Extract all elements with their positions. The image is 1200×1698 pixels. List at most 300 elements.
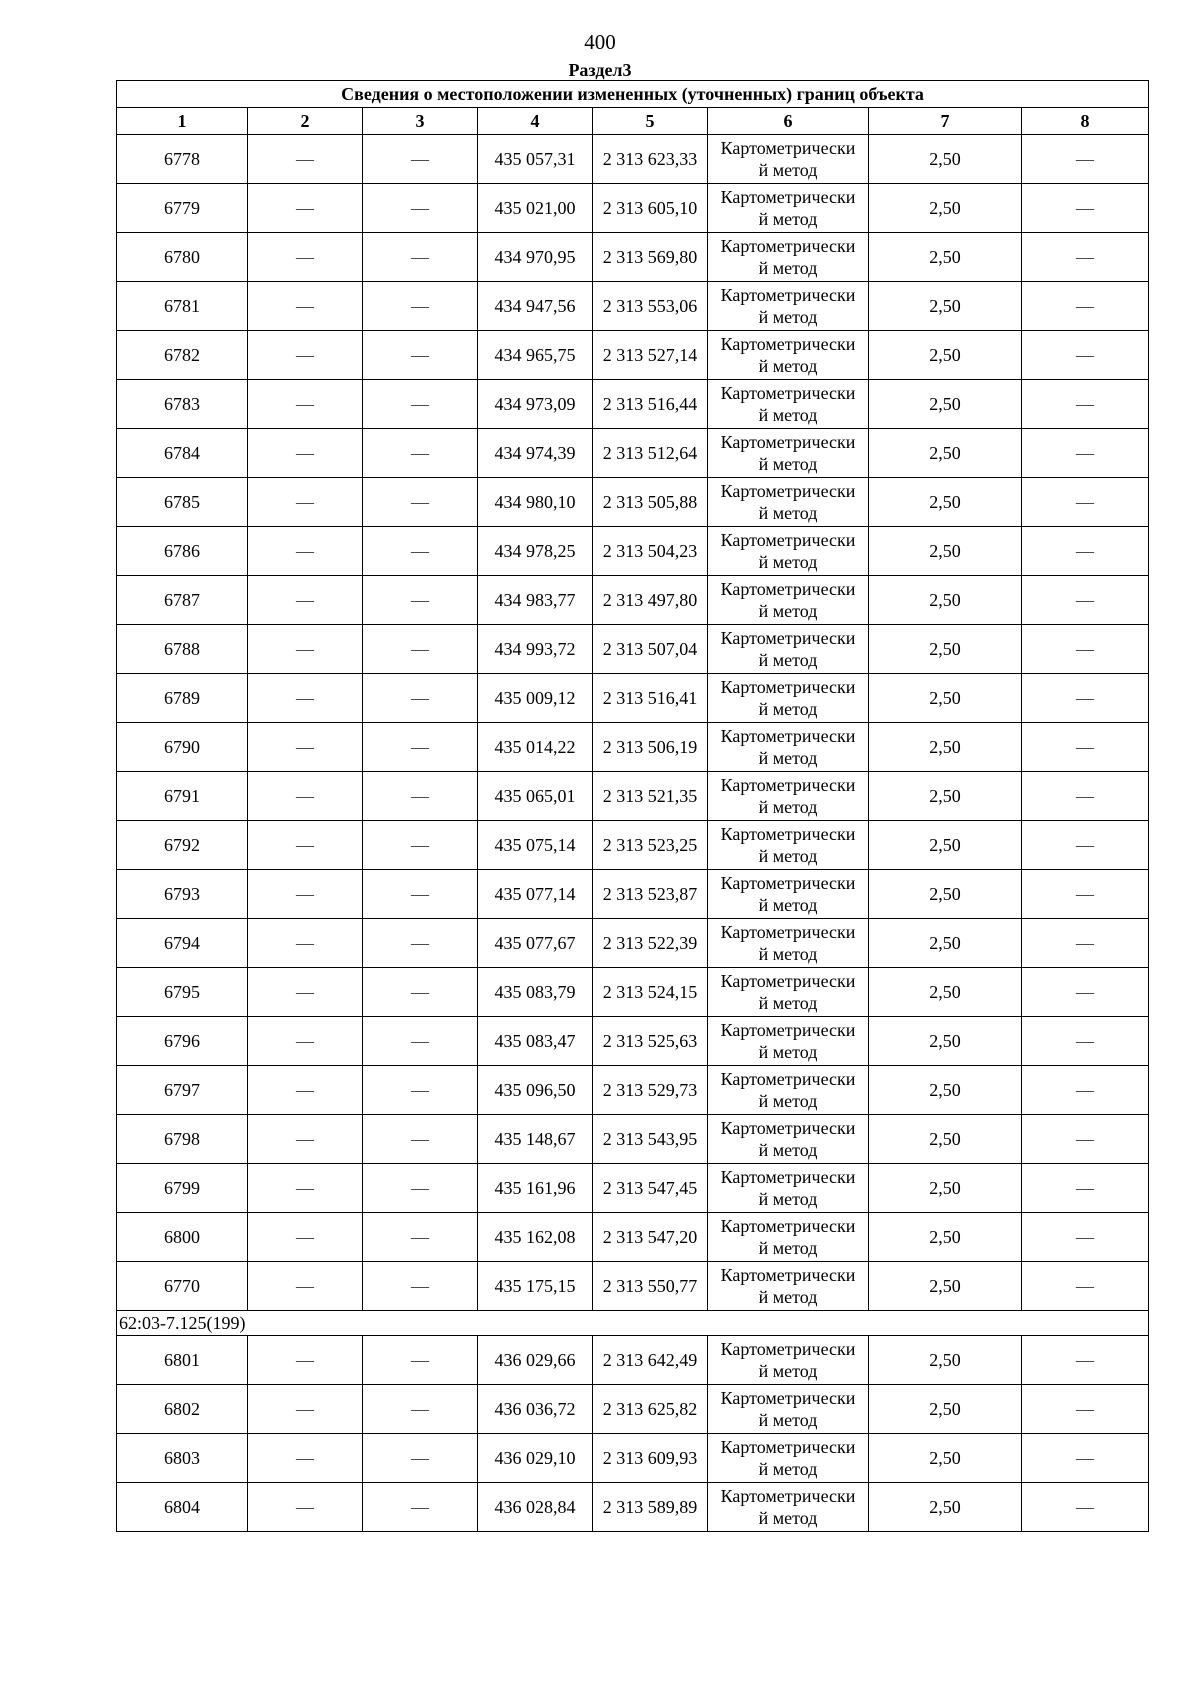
point-id-cell: 6781: [117, 282, 248, 331]
dash-cell: —: [363, 723, 478, 772]
x-coordinate-cell: 434 947,56: [478, 282, 593, 331]
section-label: Раздел3: [568, 60, 632, 80]
method-cell: [708, 723, 869, 772]
method-line: Картометрически: [720, 922, 856, 942]
dash-cell: —: [248, 1164, 363, 1213]
dash-cell: —: [1022, 625, 1149, 674]
dash-cell: —: [248, 1385, 363, 1434]
method-cell: [708, 331, 869, 380]
method-line: Картометрически: [720, 1167, 856, 1187]
method-line: й метод: [758, 748, 818, 768]
y-coordinate-cell: 2 313 609,93: [593, 1434, 708, 1483]
y-coordinate-cell: 2 313 569,80: [593, 233, 708, 282]
column-header: 6: [708, 108, 869, 135]
method-line: й метод: [758, 552, 818, 572]
method-line: Картометрически: [720, 677, 856, 697]
method-line: Картометрически: [720, 726, 856, 746]
method-line: й метод: [758, 797, 818, 817]
y-coordinate-cell: 2 313 505,88: [593, 478, 708, 527]
method-cell: [708, 968, 869, 1017]
table-row: [117, 968, 1149, 1017]
y-coordinate-cell: 2 313 522,39: [593, 919, 708, 968]
accuracy-cell: 2,50: [869, 1213, 1022, 1262]
method-line: й метод: [758, 1459, 818, 1479]
y-coordinate-cell: 2 313 516,44: [593, 380, 708, 429]
method-line: й метод: [758, 1189, 818, 1209]
method-cell: [708, 380, 869, 429]
method-line: Картометрически: [720, 824, 856, 844]
method-cell: [708, 674, 869, 723]
method-cell: [708, 135, 869, 184]
dash-cell: —: [363, 1262, 478, 1311]
accuracy-cell: 2,50: [869, 282, 1022, 331]
method-cell: [708, 1066, 869, 1115]
method-cell: [708, 429, 869, 478]
dash-cell: —: [1022, 1385, 1149, 1434]
x-coordinate-cell: 434 973,09: [478, 380, 593, 429]
dash-cell: —: [363, 233, 478, 282]
point-id-cell: 6778: [117, 135, 248, 184]
accuracy-cell: 2,50: [869, 870, 1022, 919]
method-line: Картометрически: [720, 1388, 856, 1408]
x-coordinate-cell: 435 057,31: [478, 135, 593, 184]
table-row: [117, 184, 1149, 233]
y-coordinate-cell: 2 313 623,33: [593, 135, 708, 184]
table-row: [117, 429, 1149, 478]
y-coordinate-cell: 2 313 516,41: [593, 674, 708, 723]
dash-cell: —: [363, 1066, 478, 1115]
dash-cell: —: [363, 331, 478, 380]
x-coordinate-cell: 434 965,75: [478, 331, 593, 380]
dash-cell: —: [248, 968, 363, 1017]
point-id-cell: 6786: [117, 527, 248, 576]
point-id-cell: 6795: [117, 968, 248, 1017]
dash-cell: —: [1022, 1434, 1149, 1483]
method-line: й метод: [758, 160, 818, 180]
method-line: й метод: [758, 699, 818, 719]
dash-cell: —: [248, 184, 363, 233]
dash-cell: —: [1022, 772, 1149, 821]
point-id-cell: 6784: [117, 429, 248, 478]
table-row: [117, 380, 1149, 429]
x-coordinate-cell: 435 021,00: [478, 184, 593, 233]
table-row: [117, 772, 1149, 821]
point-id-cell: 6796: [117, 1017, 248, 1066]
dash-cell: —: [363, 527, 478, 576]
y-coordinate-cell: 2 313 543,95: [593, 1115, 708, 1164]
y-coordinate-cell: 2 313 523,25: [593, 821, 708, 870]
point-id-cell: 6798: [117, 1115, 248, 1164]
dash-cell: —: [248, 674, 363, 723]
accuracy-cell: 2,50: [869, 184, 1022, 233]
dash-cell: —: [363, 772, 478, 821]
table-row: [117, 331, 1149, 380]
method-cell: [708, 870, 869, 919]
dash-cell: —: [248, 380, 363, 429]
point-id-cell: 6783: [117, 380, 248, 429]
method-cell: [708, 919, 869, 968]
point-id-cell: 6779: [117, 184, 248, 233]
dash-cell: —: [248, 723, 363, 772]
dash-cell: —: [1022, 968, 1149, 1017]
accuracy-cell: 2,50: [869, 1066, 1022, 1115]
dash-cell: —: [1022, 429, 1149, 478]
method-line: й метод: [758, 1508, 818, 1528]
point-id-cell: 6802: [117, 1385, 248, 1434]
dash-cell: —: [1022, 478, 1149, 527]
accuracy-cell: 2,50: [869, 1262, 1022, 1311]
dash-cell: —: [248, 233, 363, 282]
x-coordinate-cell: 436 029,10: [478, 1434, 593, 1483]
point-id-cell: 6799: [117, 1164, 248, 1213]
method-cell: [708, 1164, 869, 1213]
x-coordinate-cell: 435 083,47: [478, 1017, 593, 1066]
method-line: Картометрически: [720, 383, 856, 403]
accuracy-cell: 2,50: [869, 772, 1022, 821]
dash-cell: —: [248, 331, 363, 380]
accuracy-cell: 2,50: [869, 380, 1022, 429]
page-number: 400: [584, 30, 616, 54]
table-row: [117, 1164, 1149, 1213]
point-id-cell: 6800: [117, 1213, 248, 1262]
dash-cell: —: [363, 1336, 478, 1385]
method-cell: [708, 576, 869, 625]
point-id-cell: 6794: [117, 919, 248, 968]
dash-cell: —: [248, 576, 363, 625]
point-id-cell: 6789: [117, 674, 248, 723]
table-row: [117, 1483, 1149, 1532]
x-coordinate-cell: 435 077,14: [478, 870, 593, 919]
dash-cell: —: [1022, 674, 1149, 723]
method-line: й метод: [758, 503, 818, 523]
dash-cell: —: [248, 821, 363, 870]
method-cell: [708, 478, 869, 527]
method-line: Картометрически: [720, 1486, 856, 1506]
boundary-coordinates-table: [116, 80, 1149, 1532]
dash-cell: —: [248, 772, 363, 821]
y-coordinate-cell: 2 313 625,82: [593, 1385, 708, 1434]
method-line: й метод: [758, 1140, 818, 1160]
y-coordinate-cell: 2 313 547,45: [593, 1164, 708, 1213]
method-line: Картометрически: [720, 1265, 856, 1285]
method-line: Картометрически: [720, 481, 856, 501]
method-line: й метод: [758, 895, 818, 915]
method-line: й метод: [758, 650, 818, 670]
method-line: Картометрически: [720, 579, 856, 599]
dash-cell: —: [1022, 380, 1149, 429]
accuracy-cell: 2,50: [869, 429, 1022, 478]
x-coordinate-cell: 436 029,66: [478, 1336, 593, 1385]
x-coordinate-cell: 434 974,39: [478, 429, 593, 478]
column-header: 3: [363, 108, 478, 135]
column-header-row: [117, 108, 1149, 135]
table-row: [117, 282, 1149, 331]
x-coordinate-cell: 435 065,01: [478, 772, 593, 821]
method-line: й метод: [758, 209, 818, 229]
method-line: й метод: [758, 1042, 818, 1062]
method-cell: [708, 233, 869, 282]
method-line: Картометрически: [720, 285, 856, 305]
x-coordinate-cell: 436 028,84: [478, 1483, 593, 1532]
method-cell: [708, 1483, 869, 1532]
table-body: [117, 135, 1149, 1532]
dash-cell: —: [363, 576, 478, 625]
table-row: [117, 723, 1149, 772]
x-coordinate-cell: 435 009,12: [478, 674, 593, 723]
method-line: й метод: [758, 405, 818, 425]
y-coordinate-cell: 2 313 547,20: [593, 1213, 708, 1262]
dash-cell: —: [248, 1213, 363, 1262]
column-header: 2: [248, 108, 363, 135]
dash-cell: —: [248, 1262, 363, 1311]
method-line: Картометрически: [720, 138, 856, 158]
column-header: 1: [117, 108, 248, 135]
table-row: [117, 1066, 1149, 1115]
method-line: й метод: [758, 1287, 818, 1307]
table-row: [117, 919, 1149, 968]
accuracy-cell: 2,50: [869, 233, 1022, 282]
method-cell: [708, 527, 869, 576]
table-row: [117, 576, 1149, 625]
table-row: [117, 821, 1149, 870]
accuracy-cell: 2,50: [869, 1115, 1022, 1164]
accuracy-cell: 2,50: [869, 723, 1022, 772]
point-id-cell: 6792: [117, 821, 248, 870]
dash-cell: —: [1022, 576, 1149, 625]
method-cell: [708, 625, 869, 674]
y-coordinate-cell: 2 313 553,06: [593, 282, 708, 331]
dash-cell: —: [248, 1066, 363, 1115]
x-coordinate-cell: 435 161,96: [478, 1164, 593, 1213]
group-header-row: [117, 1311, 1149, 1336]
x-coordinate-cell: 435 148,67: [478, 1115, 593, 1164]
table-caption: Сведения о местоположении измененных (уточненных) границ объекта: [117, 81, 1149, 108]
table-row: [117, 527, 1149, 576]
dash-cell: —: [1022, 1483, 1149, 1532]
dash-cell: —: [1022, 233, 1149, 282]
point-id-cell: 6788: [117, 625, 248, 674]
x-coordinate-cell: 434 983,77: [478, 576, 593, 625]
dash-cell: —: [363, 1434, 478, 1483]
method-cell: [708, 1213, 869, 1262]
x-coordinate-cell: 434 980,10: [478, 478, 593, 527]
x-coordinate-cell: 435 083,79: [478, 968, 593, 1017]
table-row: [117, 1115, 1149, 1164]
dash-cell: —: [363, 1164, 478, 1213]
method-line: Картометрически: [720, 1020, 856, 1040]
dash-cell: —: [363, 282, 478, 331]
dash-cell: —: [1022, 527, 1149, 576]
column-header: 4: [478, 108, 593, 135]
method-line: Картометрически: [720, 1339, 856, 1359]
accuracy-cell: 2,50: [869, 576, 1022, 625]
y-coordinate-cell: 2 313 589,89: [593, 1483, 708, 1532]
dash-cell: —: [248, 1115, 363, 1164]
x-coordinate-cell: 435 096,50: [478, 1066, 593, 1115]
method-line: Картометрически: [720, 1069, 856, 1089]
method-line: Картометрически: [720, 236, 856, 256]
dash-cell: —: [248, 429, 363, 478]
table-row: [117, 1385, 1149, 1434]
method-line: Картометрически: [720, 873, 856, 893]
dash-cell: —: [1022, 1066, 1149, 1115]
method-line: й метод: [758, 944, 818, 964]
method-cell: [708, 1115, 869, 1164]
method-cell: [708, 1017, 869, 1066]
dash-cell: —: [1022, 1115, 1149, 1164]
table-row: [117, 478, 1149, 527]
y-coordinate-cell: 2 313 642,49: [593, 1336, 708, 1385]
method-cell: [708, 184, 869, 233]
dash-cell: —: [1022, 282, 1149, 331]
dash-cell: —: [1022, 1164, 1149, 1213]
dash-cell: —: [1022, 919, 1149, 968]
dash-cell: —: [363, 919, 478, 968]
method-line: й метод: [758, 1238, 818, 1258]
accuracy-cell: 2,50: [869, 478, 1022, 527]
point-id-cell: 6797: [117, 1066, 248, 1115]
y-coordinate-cell: 2 313 525,63: [593, 1017, 708, 1066]
dash-cell: —: [248, 478, 363, 527]
accuracy-cell: 2,50: [869, 527, 1022, 576]
method-cell: [708, 1434, 869, 1483]
dash-cell: —: [363, 184, 478, 233]
y-coordinate-cell: 2 313 550,77: [593, 1262, 708, 1311]
dash-cell: —: [363, 870, 478, 919]
table-row: [117, 233, 1149, 282]
x-coordinate-cell: 435 014,22: [478, 723, 593, 772]
method-line: Картометрически: [720, 187, 856, 207]
dash-cell: —: [248, 527, 363, 576]
dash-cell: —: [1022, 1336, 1149, 1385]
dash-cell: —: [363, 1017, 478, 1066]
accuracy-cell: 2,50: [869, 625, 1022, 674]
dash-cell: —: [363, 1115, 478, 1164]
dash-cell: —: [1022, 1262, 1149, 1311]
accuracy-cell: 2,50: [869, 1483, 1022, 1532]
point-id-cell: 6787: [117, 576, 248, 625]
method-cell: [708, 772, 869, 821]
x-coordinate-cell: 434 970,95: [478, 233, 593, 282]
dash-cell: —: [1022, 723, 1149, 772]
point-id-cell: 6782: [117, 331, 248, 380]
x-coordinate-cell: 435 175,15: [478, 1262, 593, 1311]
method-line: й метод: [758, 601, 818, 621]
dash-cell: —: [363, 380, 478, 429]
method-line: Картометрически: [720, 1216, 856, 1236]
x-coordinate-cell: 434 993,72: [478, 625, 593, 674]
table-row: [117, 1017, 1149, 1066]
dash-cell: —: [248, 870, 363, 919]
method-line: й метод: [758, 307, 818, 327]
accuracy-cell: 2,50: [869, 331, 1022, 380]
dash-cell: —: [1022, 135, 1149, 184]
accuracy-cell: 2,50: [869, 1385, 1022, 1434]
y-coordinate-cell: 2 313 605,10: [593, 184, 708, 233]
point-id-cell: 6785: [117, 478, 248, 527]
method-line: й метод: [758, 454, 818, 474]
table-row: [117, 870, 1149, 919]
dash-cell: —: [1022, 821, 1149, 870]
point-id-cell: 6803: [117, 1434, 248, 1483]
dash-cell: —: [363, 478, 478, 527]
y-coordinate-cell: 2 313 512,64: [593, 429, 708, 478]
dash-cell: —: [363, 1483, 478, 1532]
dash-cell: —: [1022, 1017, 1149, 1066]
dash-cell: —: [248, 625, 363, 674]
method-cell: [708, 1336, 869, 1385]
dash-cell: —: [248, 135, 363, 184]
method-cell: [708, 1262, 869, 1311]
y-coordinate-cell: 2 313 527,14: [593, 331, 708, 380]
table-row: [117, 135, 1149, 184]
dash-cell: —: [248, 1483, 363, 1532]
method-line: Картометрически: [720, 432, 856, 452]
method-line: й метод: [758, 356, 818, 376]
table-row: [117, 625, 1149, 674]
dash-cell: —: [363, 821, 478, 870]
method-cell: [708, 282, 869, 331]
x-coordinate-cell: 435 077,67: [478, 919, 593, 968]
x-coordinate-cell: 434 978,25: [478, 527, 593, 576]
y-coordinate-cell: 2 313 521,35: [593, 772, 708, 821]
dash-cell: —: [1022, 870, 1149, 919]
y-coordinate-cell: 2 313 504,23: [593, 527, 708, 576]
y-coordinate-cell: 2 313 524,15: [593, 968, 708, 1017]
cadastral-group-label: 62:03-7.125(199): [117, 1311, 1149, 1336]
dash-cell: —: [363, 429, 478, 478]
accuracy-cell: 2,50: [869, 135, 1022, 184]
dash-cell: —: [248, 282, 363, 331]
dash-cell: —: [363, 674, 478, 723]
method-cell: [708, 821, 869, 870]
method-line: Картометрически: [720, 628, 856, 648]
point-id-cell: 6790: [117, 723, 248, 772]
method-line: й метод: [758, 1361, 818, 1381]
dash-cell: —: [363, 625, 478, 674]
accuracy-cell: 2,50: [869, 968, 1022, 1017]
dash-cell: —: [248, 1017, 363, 1066]
point-id-cell: 6770: [117, 1262, 248, 1311]
method-line: Картометрически: [720, 971, 856, 991]
accuracy-cell: 2,50: [869, 821, 1022, 870]
y-coordinate-cell: 2 313 523,87: [593, 870, 708, 919]
table-row: [117, 1336, 1149, 1385]
x-coordinate-cell: 435 075,14: [478, 821, 593, 870]
column-header: 5: [593, 108, 708, 135]
point-id-cell: 6801: [117, 1336, 248, 1385]
dash-cell: —: [1022, 184, 1149, 233]
accuracy-cell: 2,50: [869, 1336, 1022, 1385]
point-id-cell: 6780: [117, 233, 248, 282]
point-id-cell: 6791: [117, 772, 248, 821]
x-coordinate-cell: 435 162,08: [478, 1213, 593, 1262]
dash-cell: —: [363, 1213, 478, 1262]
method-line: Картометрически: [720, 1118, 856, 1138]
dash-cell: —: [1022, 1213, 1149, 1262]
accuracy-cell: 2,50: [869, 1164, 1022, 1213]
accuracy-cell: 2,50: [869, 919, 1022, 968]
dash-cell: —: [363, 1385, 478, 1434]
method-line: Картометрически: [720, 530, 856, 550]
accuracy-cell: 2,50: [869, 674, 1022, 723]
method-cell: [708, 1385, 869, 1434]
point-id-cell: 6793: [117, 870, 248, 919]
dash-cell: —: [1022, 331, 1149, 380]
method-line: Картометрически: [720, 775, 856, 795]
method-line: й метод: [758, 258, 818, 278]
dash-cell: —: [248, 1336, 363, 1385]
